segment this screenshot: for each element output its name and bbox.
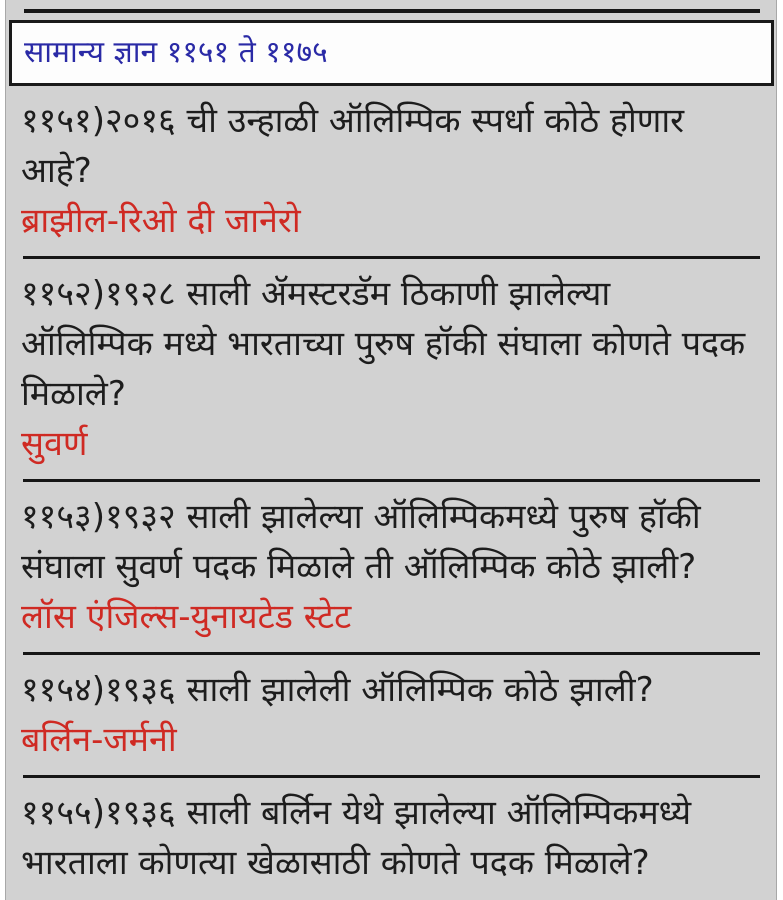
title-box	[9, 20, 774, 86]
page-title: सामान्य ज्ञान ११५१ ते ११७५	[24, 34, 328, 70]
qa-item	[6, 778, 776, 898]
question-text: ११५२)१९२८ साली ॲमस्टरडॅम ठिकाणी झालेल्या ऑलिम्पिक मध्ये भारताच्या पुरुष हॉकी संघाला कोणते पदक मिळाले?	[21, 274, 746, 414]
qa-item	[6, 259, 776, 479]
answer-text: ब्राझील-रिओ दी जानेरो	[21, 201, 301, 241]
question-text: ११५१)२०१६ ची उन्हाळी ऑलिम्पिक स्पर्धा कोठे होणार आहे?	[21, 101, 685, 191]
question-text: ११५५)१९३६ साली बर्लिन येथे झालेल्या ऑलिम्पिकमध्ये भारताला कोणत्या खेळासाठी कोणते पदक मिळाले?	[21, 793, 692, 883]
answer-text: लॉस एंजिल्स-युनायटेड स्टेट	[21, 597, 352, 637]
answer-text: सुवर्ण	[21, 424, 88, 464]
top-divider	[24, 9, 760, 13]
qa-item	[6, 655, 776, 775]
content-panel	[5, 0, 777, 900]
question-text: ११५३)१९३२ साली झालेल्या ऑलिम्पिकमध्ये पुरुष हॉकी संघाला सुवर्ण पदक मिळाले ती ऑलिम्पिक कोठे झाली?	[21, 497, 701, 587]
question-text: ११५४)१९३६ साली झालेली ऑलिम्पिक कोठे झाली?	[21, 670, 654, 710]
qa-item	[6, 482, 776, 652]
answer-text: बर्लिन-जर्मनी	[21, 720, 177, 760]
qa-item	[6, 86, 776, 256]
